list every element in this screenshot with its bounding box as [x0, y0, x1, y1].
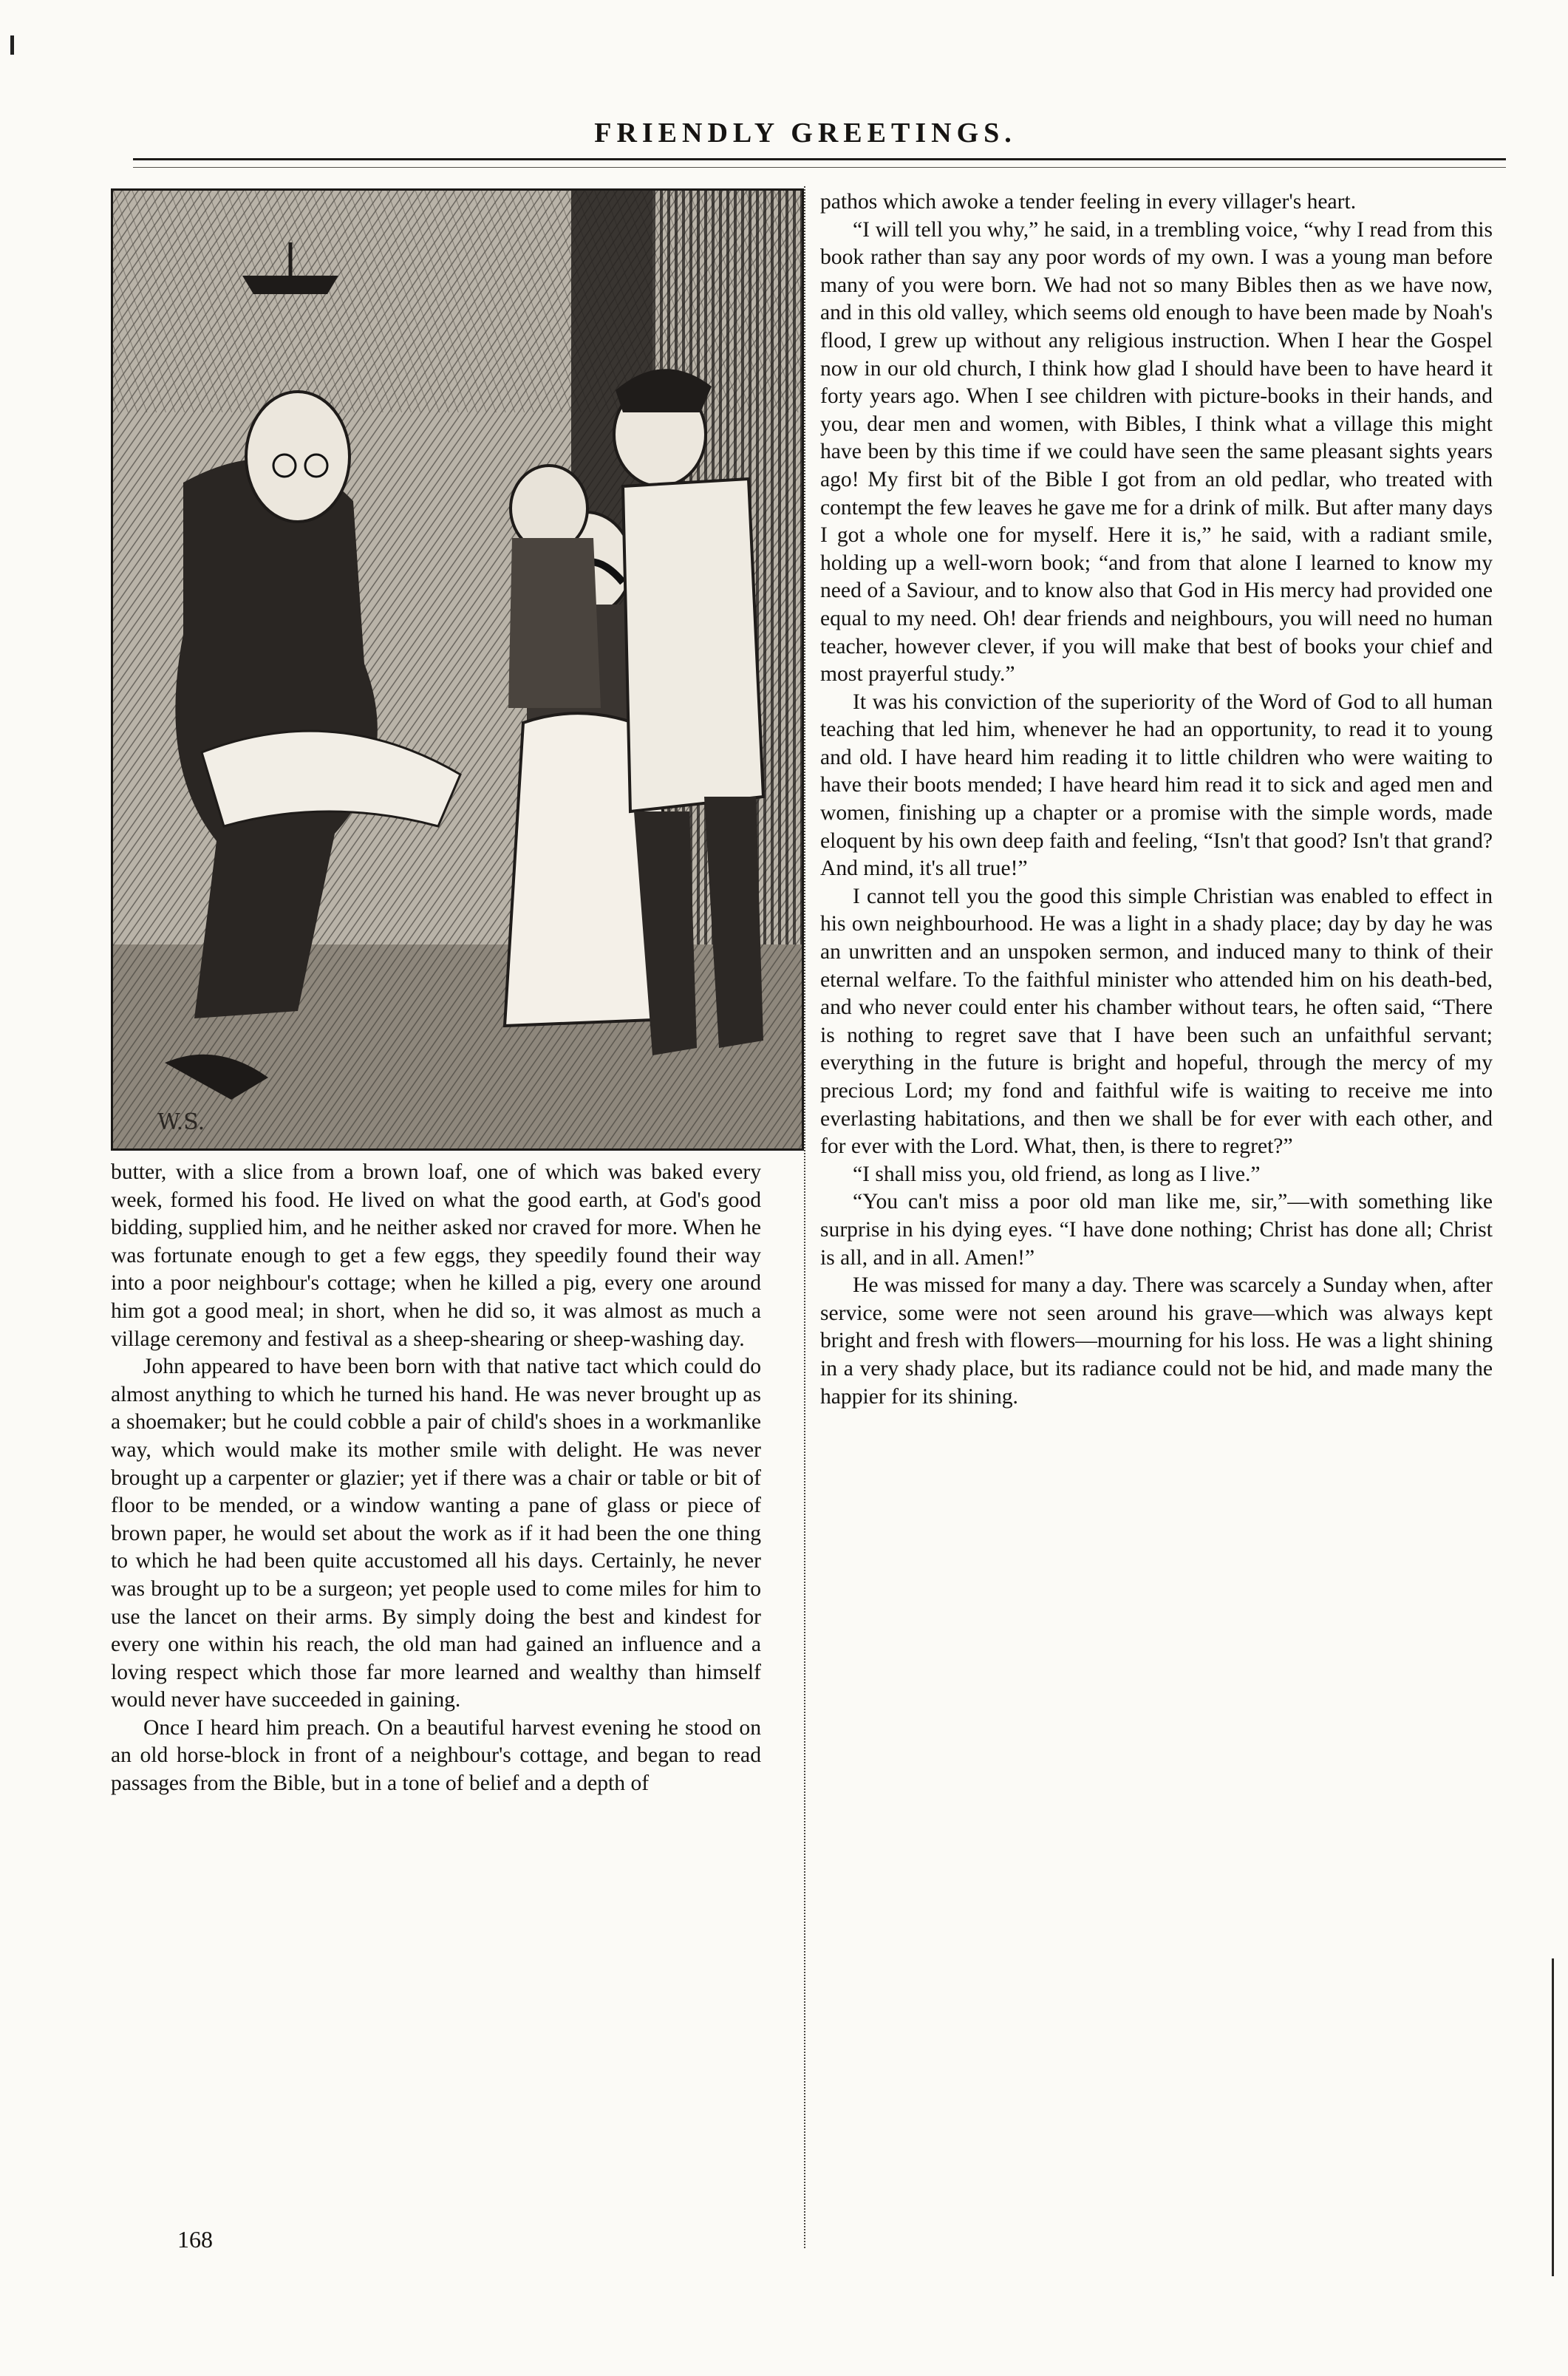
paragraph: pathos which awoke a tender feeling in every villager's heart. [820, 190, 1357, 214]
margin-mark [10, 35, 14, 55]
paragraph: “I shall miss you, old friend, as long as I live.” [853, 1162, 1261, 1186]
left-column-lower [111, 1159, 761, 1798]
paragraph: I cannot tell you the good this simple Christian was enabled to effect in his own neighbourhood. He was a light in a shady place; day by day he was an unwritten and an unspoken sermon, and induced many to think of their eternal welfare. To the faithful minister who attended him on his death-bed, and who never could enter his chamber without tears, he often said, “There is nothing to regret save that I have been such an unfaithful servant; everything in the future is bright and hopeful, through the mercy of my precious Lord; my fond and faithful wife is waiting to receive me into everlasting habitations, and then we shall be for ever with each other, and for ever with the Lord. What, then, is there to regret?” [820, 884, 1493, 1159]
engraving-illustration [111, 188, 804, 1151]
paragraph: It was his conviction of the superiority of the Word of God to all human teaching that led him, whenever he had an opportunity, to read it to young and old. I have heard him reading it to little children who were waiting to have their boots mended; I have heard him read it to sick and aged men and women, finishing up a chapter or a promise with the simple words, made eloquent by his own deep faith and feeling, “Isn't that good? Isn't that grand? And mind, it's all true!” [820, 690, 1493, 881]
running-header: FRIENDLY GREETINGS. [594, 118, 1017, 149]
engraving-drawing [113, 191, 802, 1148]
paragraph: He was missed for many a day. There was scarcely a Sunday when, after service, some were not seen around his grave—which was always kept bright and fresh with flowers—mourning for his loss. He was a light shining in a very shady place, but its radiance could not be hid, and made many the happier for its shining. [820, 1273, 1493, 1409]
paragraph: Once I heard him preach. On a beautiful harvest evening he stood on an old horse-block in front of a neighbour's cottage, and began to read passages from the Bible, but in a tone of belief and a depth of [111, 1715, 761, 1796]
header-rule-thin [133, 167, 1506, 168]
column-separator [804, 186, 805, 2248]
paragraph: “I will tell you why,” he said, in a trembling voice, “why I read from this book rather than say any poor words of my own. I was a young man before many of you were born. We had not so many Bibles then as we have now, and in this old valley, which seems old enough to have been made by Noah's flood, I grew up without any religious instruction. When I hear the Gospel now in our old church, I think how glad I should have been to have heard it forty years ago. When I see children with picture-books in their hands, and you, dear men and women, with Bibles, I think what a village this might have been by this time if we could have seen the same pleasant sights years ago! My first bit of the Bible I got from an old pedlar, who treated with contempt the few leaves he gave me for a drink of milk. But after many days I got a whole one for myself. Here it is,” he said, with a radiant smile, holding up a well-worn book; “and from that alone I learned to know my need of a Saviour, and to know also that God in His mercy had provided one equal to my need. Oh! dear friends and neighbours, you will need no human teacher, however clever, if you will make that best of books your chief and most prayerful study.” [820, 217, 1493, 687]
paragraph: John appeared to have been born with that native tact which could do almost anything to which he turned his hand. He was never brought up as a shoemaker; but he could cobble a pair of child's shoes in a workmanlike way, which would make its mother smile with delight. He was never brought up a carpenter or glazier; yet if there was a chair or table or bit of floor to be mended, or a window wanting a pane of glass or piece of brown paper, he would set about the work as if it had been the one thing to which he had been quite accustomed all his days. Certainly, he never was brought up to be a surgeon; yet people used to come miles for him to use the lancet on their arms. By simply doing the best and kindest for every one within his reach, the old man had gained an influence and a loving respect which those far more learned and wealthy than himself would never have succeeded in gaining. [111, 1355, 761, 1712]
page-number: 168 [177, 2226, 213, 2253]
paragraph: “You can't miss a poor old man like me, sir,”—with something like surprise in his dying eyes. “I have done nothing; Christ has done all; Christ is all, and in all. Amen!” [820, 1190, 1493, 1270]
paragraph: butter, with a slice from a brown loaf, one of which was baked every week, formed his food. He lived on what the good earth, at God's good bidding, supplied him, and he neither asked nor craved for more. When he was fortunate enough to get a few eggs, they speedily found their way into a poor neighbour's cottage; when he killed a pig, every one around him got a good meal; in short, when he did so, it was almost as much a village ceremony and festival as a sheep-shearing or sheep-washing day. [111, 1160, 761, 1351]
engraver-signature: W.S. [157, 1109, 205, 1135]
page-edge-mark [1552, 1958, 1554, 2276]
right-column [820, 188, 1493, 1411]
header-rule [133, 158, 1506, 160]
